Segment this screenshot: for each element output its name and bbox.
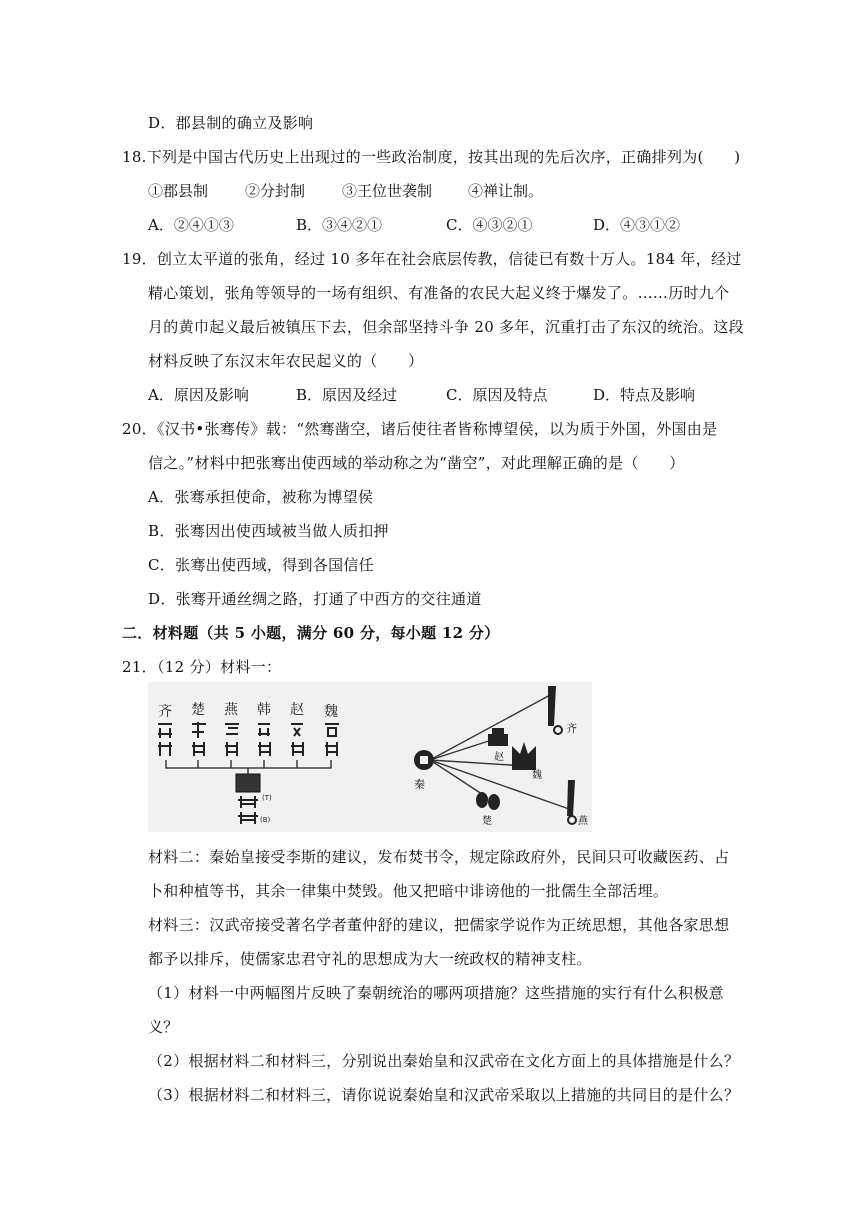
label-wei: 魏 <box>532 770 542 781</box>
q19-line-3: 月的黄巾起义最后被镇压下去，但余部坚持斗争 20 多年，沉重打击了东汉的统治。这段 <box>148 318 744 336</box>
svg-text:(T): (T) <box>262 794 272 802</box>
chu-ant-nose-coin-icon <box>476 792 488 808</box>
q19-option-c: C．原因及特点 <box>446 386 548 404</box>
q19-line-1: 19．创立太平道的张角，经过 10 多年在社会底层传教，信徒已有数十万人。184 年，经过 <box>122 250 742 268</box>
q18-item-4: ④禅让制。 <box>468 182 544 200</box>
q21-intro: 21．（12 分）材料一： <box>122 658 282 676</box>
q18-stem: 18.下列是中国古代历史上出现过的一些政治制度，按其出现的先后次序，正确排列为( ) <box>122 148 741 166</box>
material-2-line-2: 卜和种植等书，其余一律集中焚毁。他又把暗中诽谤他的一批儒生全部活埋。 <box>148 882 669 900</box>
q20-option-c: C．张骞出使西域，得到各国信任 <box>148 556 374 574</box>
label-qin: 秦 <box>414 778 425 791</box>
q19-option-b: B．原因及经过 <box>296 386 398 404</box>
q20-line-1: 20．《汉书•张骞传》载：“然骞凿空，诸后使往者皆称博望侯，以为质于外国，外国由是 <box>122 420 718 438</box>
q21-question-3: （3）根据材料二和材料三，请你说说秦始皇和汉武帝采取以上措施的共同目的是什么？ <box>148 1086 740 1104</box>
q21-question-1-cont: 义？ <box>148 1018 179 1036</box>
material-1-images <box>148 682 592 832</box>
q18-item-2: ②分封制 <box>245 182 306 200</box>
section-2-heading: 二．材料题（共 5 小题，满分 60 分，每小题 12 分） <box>122 624 500 642</box>
q21-question-2: （2）根据材料二和材料三，分别说出秦始皇和汉武帝在文化方面上的具体措施是什么？ <box>148 1052 740 1070</box>
q19-option-d: D．特点及影响 <box>593 386 696 404</box>
q18-option-c: C．④③②① <box>446 216 533 234</box>
q20-option-b: B．张骞因出使西域被当做人质扣押 <box>148 522 389 540</box>
left-state-chu: 楚 <box>191 702 205 718</box>
left-state-han: 韩 <box>257 702 271 718</box>
q18-item-1: ①郡县制 <box>148 182 209 200</box>
q21-question-1: （1）材料一中两幅图片反映了秦朝统治的哪两项措施？这些措施的实行有什么积极意 <box>148 984 724 1002</box>
q19-line-4: 材料反映了东汉末年农民起义的（ ） <box>148 352 424 370</box>
q20-line-2: 信之。”材料中把张骞出使西域的举动称之为“凿空”，对此理解正确的是（ ） <box>148 454 685 472</box>
material-2-line-1: 材料二：秦始皇接受李斯的建议，发布焚书令，规定除政府外，民间只可收藏医药、占 <box>148 848 730 866</box>
label-yan: 燕 <box>578 816 588 827</box>
left-state-qi: 齐 <box>158 704 172 720</box>
left-state-zhao: 赵 <box>290 702 304 718</box>
q20-option-d: D．张骞开通丝绸之路，打通了中西方的交往通道 <box>148 590 482 608</box>
material-3-line-1: 材料三：汉武帝接受著名学者董仲舒的建议，把儒家学说作为正统思想，其他各家思想 <box>148 916 730 934</box>
label-qi: 齐 <box>566 722 577 735</box>
q17-option-d: D．郡县制的确立及影响 <box>148 114 314 132</box>
svg-text:(B): (B) <box>260 816 271 824</box>
q18-item-3: ③王位世袭制 <box>342 182 433 200</box>
material-1-figure <box>148 682 592 832</box>
q18-option-a: A．②④①③ <box>148 216 234 234</box>
material-3-line-2: 都予以排斥，使儒家忠君守礼的思想成为大一统政权的精神支柱。 <box>148 950 592 968</box>
left-state-yan: 燕 <box>224 702 238 718</box>
q18-option-d: D．④③①② <box>593 216 681 234</box>
q18-option-b: B．③④②① <box>296 216 383 234</box>
q20-option-a: A．张骞承担使命，被称为博望侯 <box>148 488 374 506</box>
label-zhao: 赵 <box>494 752 504 763</box>
left-state-wei: 魏 <box>324 704 338 720</box>
label-chu: 楚 <box>482 816 492 827</box>
q19-line-2: 精心策划，张角等领导的一场有组织、有准备的农民大起义终于爆发了。……历时九个 <box>148 284 730 302</box>
q19-option-a: A．原因及影响 <box>148 386 249 404</box>
